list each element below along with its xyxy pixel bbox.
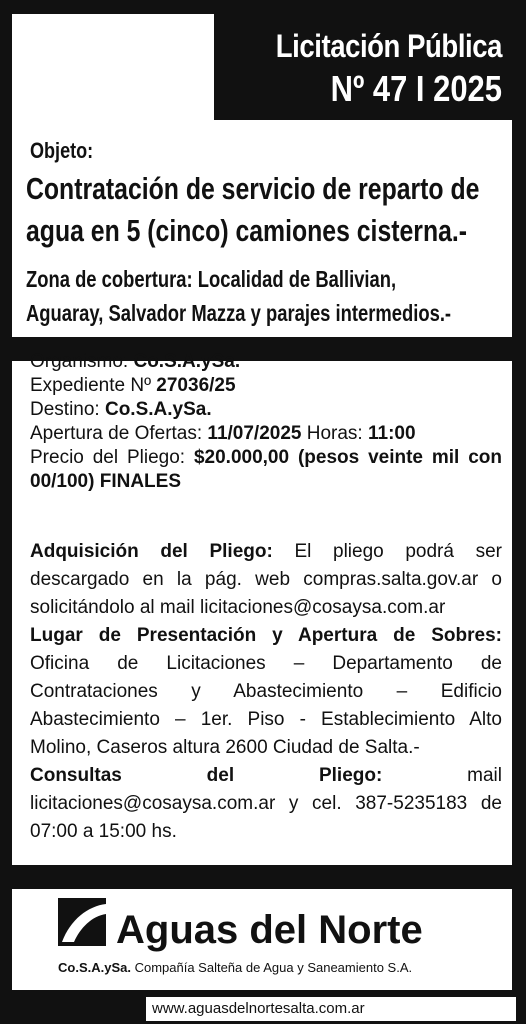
expediente-label: Expediente Nº: [30, 375, 157, 396]
apertura-row: [30, 422, 502, 446]
website-link[interactable]: www.aguasdelnortesalta.com.ar: [146, 997, 516, 1021]
zona-line-1: Zona de cobertura: Localidad de Ballivian,: [26, 266, 397, 292]
objeto-label: Objeto:: [30, 138, 94, 163]
consultas-label: Consultas del Pliego:: [30, 765, 383, 786]
expediente-row: [30, 374, 502, 398]
company-line: [58, 960, 412, 975]
aguas-del-norte-logo-icon: [58, 898, 106, 946]
company-org: Co.S.A.ySa.: [58, 960, 131, 975]
details-block: [30, 350, 502, 494]
apertura-label: Apertura de Ofertas:: [30, 423, 208, 444]
horas-label: Horas:: [301, 423, 368, 444]
destino-value: Co.S.A.ySa.: [104, 399, 212, 420]
apertura-value: 11/07/2025: [207, 423, 302, 444]
horas-value: 11:00: [368, 423, 416, 444]
adquisicion-label: Adquisición del Pliego:: [30, 541, 273, 562]
conditions-section: [30, 538, 502, 846]
objeto-title: [26, 168, 479, 252]
consultas-text: mail licitaciones@cosaysa.com.ar y cel. 387-5235183 de 07:00 a 15:00 hs.: [30, 765, 502, 842]
frame-top: [0, 0, 526, 14]
divider-band: [0, 865, 526, 889]
adquisicion-text: El pliego podrá ser descargado en la pág. web compras.salta.gov.ar o solicitándolo al mail licitaciones@cosaysa.com.ar: [30, 541, 502, 618]
consultas-paragraph: [30, 762, 502, 846]
objeto-line-1: Contratación de servicio de reparto de: [26, 171, 480, 206]
notice-header: [214, 14, 526, 120]
precio-row: [30, 446, 502, 494]
zona-line-2: Aguaray, Salvador Mazza y parajes intermedios.-: [26, 300, 452, 326]
precio-value: $20.000,00 (pesos veinte mil con 00/100) FINALES: [30, 447, 502, 492]
zona-cobertura: [26, 262, 451, 330]
lugar-text: Oficina de Licitaciones – Departamento de Contrataciones y Abastecimiento – Edificio Abastecimiento – 1er. Piso - Establecimiento Alto Molino, Caseros altura 2600 Ciudad de Salta.-: [30, 653, 502, 758]
notice-number: Nº 47 I 2025: [330, 68, 502, 109]
objeto-line-2: agua en 5 (cinco) camiones cisterna.-: [26, 213, 468, 248]
destino-label: Destino:: [30, 399, 105, 420]
company-name: Compañía Salteña de Agua y Saneamiento S.A.: [130, 960, 413, 975]
organismo-value: Co.S.A.ySa.: [133, 351, 241, 372]
precio-label: Precio del Pliego:: [30, 447, 194, 468]
organismo-row: [30, 350, 502, 374]
lugar-paragraph: [30, 622, 502, 762]
destino-row: [30, 398, 502, 422]
expediente-value: 27036/25: [156, 375, 236, 396]
notice-title: Licitación Pública: [275, 28, 502, 64]
lugar-label: Lugar de Presentación y Apertura de Sobres:: [30, 625, 502, 646]
adquisicion-paragraph: [30, 538, 502, 622]
organismo-label: Organismo:: [30, 351, 134, 372]
brand-name: Aguas del Norte: [116, 908, 423, 952]
